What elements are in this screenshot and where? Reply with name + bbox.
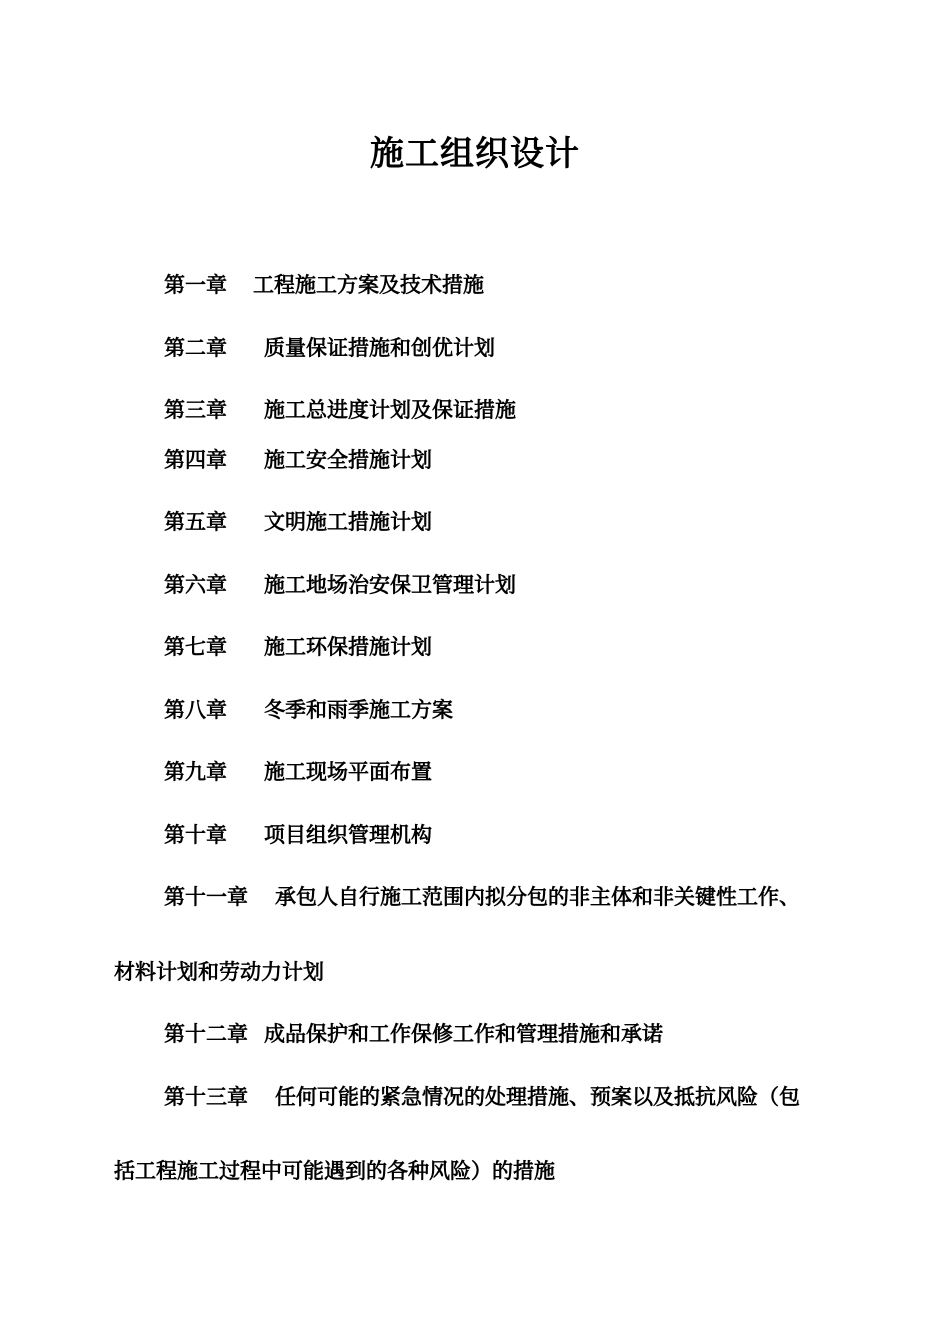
chapter-title: 项目组织管理机构 [264, 822, 432, 847]
chapter-title: 质量保证措施和创优计划 [264, 335, 495, 360]
toc-item-chapter-7 [164, 632, 432, 662]
chapter-number: 第九章 [164, 759, 227, 784]
chapter-title: 承包人自行施工范围内拟分包的非主体和非关键性工作、 [275, 884, 800, 909]
toc-item-chapter-5 [164, 507, 432, 537]
toc-item-chapter-2 [164, 333, 495, 363]
chapter-number: 第二章 [164, 335, 227, 360]
chapter-title-continuation: 材料计划和劳动力计划 [114, 959, 324, 984]
chapter-title: 冬季和雨季施工方案 [264, 697, 453, 722]
chapter-number: 第五章 [164, 509, 227, 534]
toc-item-chapter-11 [164, 882, 800, 912]
toc-item-chapter-9 [164, 757, 432, 787]
toc-item-chapter-3 [164, 395, 516, 425]
document-title: 施工组织设计 [370, 134, 580, 174]
toc-item-chapter-13 [164, 1082, 800, 1112]
chapter-number: 第六章 [164, 572, 227, 597]
chapter-title: 任何可能的紧急情况的处理措施、预案以及抵抗风险（包 [275, 1084, 800, 1109]
chapter-number: 第七章 [164, 634, 227, 659]
chapter-title: 施工现场平面布置 [264, 759, 432, 784]
chapter-number: 第十一章 [164, 884, 248, 909]
chapter-title-continuation: 括工程施工过程中可能遇到的各种风险）的措施 [114, 1158, 555, 1183]
chapter-title: 施工环保措施计划 [264, 634, 432, 659]
chapter-number: 第四章 [164, 447, 227, 472]
chapter-title: 施工总进度计划及保证措施 [264, 397, 516, 422]
toc-item-chapter-6 [164, 570, 516, 600]
toc-item-chapter-8 [164, 695, 453, 725]
chapter-title: 工程施工方案及技术措施 [253, 272, 484, 297]
chapter-number: 第三章 [164, 397, 227, 422]
chapter-number: 第八章 [164, 697, 227, 722]
chapter-title: 成品保护和工作保修工作和管理措施和承诺 [264, 1021, 663, 1046]
chapter-number: 第十二章 [164, 1021, 248, 1046]
toc-item-chapter-4 [164, 445, 432, 475]
chapter-number: 第一章 [164, 272, 227, 297]
toc-item-chapter-1 [164, 270, 484, 300]
chapter-title: 文明施工措施计划 [264, 509, 432, 534]
chapter-title: 施工安全措施计划 [264, 447, 432, 472]
toc-item-chapter-10 [164, 820, 432, 850]
toc-item-chapter-12 [164, 1019, 663, 1049]
chapter-number: 第十三章 [164, 1084, 248, 1109]
chapter-title: 施工地场治安保卫管理计划 [264, 572, 516, 597]
chapter-number: 第十章 [164, 822, 227, 847]
